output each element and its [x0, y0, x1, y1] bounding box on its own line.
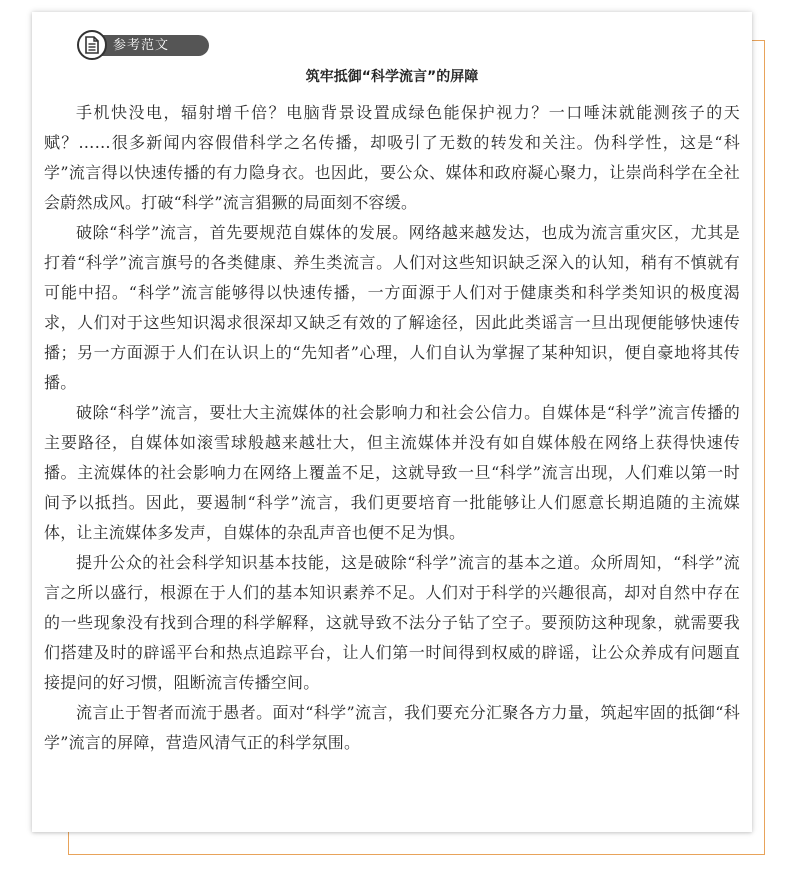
paragraph: 流言止于智者而流于愚者。面对“科学”流言，我们要充分汇聚各方力量，筑起牢固的抵御“科学”流言的屏障，营造风清气正的科学氛围。: [44, 703, 740, 752]
paragraph: 破除“科学”流言，首先要规范自媒体的发展。网络越来越发达，也成为流言重灾区，尤其是打着“科学”流言旗号的各类健康、养生类流言。人们对这些知识缺乏深入的认知，稍有不慎就有可能中招。“科学”流言能够得以快速传播，一方面源于人们对于健康类和科学类知识的极度渴求，人们对于这些知识渴求很深却又缺乏有效的了解途径，因此此类谣言一旦出现便能够快速传播；另一方面源于人们在认识上的“先知者”心理，人们自认为掌握了某种知识，便自豪地将其传播。: [44, 223, 740, 392]
essay-title: 筑牢抵御“科学流言”的屏障: [305, 69, 479, 85]
essay-body: [44, 98, 740, 758]
badge-label: 参考范文: [91, 35, 209, 56]
document-icon: [77, 30, 107, 60]
essay-card: [32, 12, 752, 832]
reference-essay-badge: [77, 30, 207, 60]
paragraph: 破除“科学”流言，要壮大主流媒体的社会影响力和社会公信力。自媒体是“科学”流言传播的主要路径，自媒体如滚雪球般越来越壮大，但主流媒体并没有如自媒体般在网络上获得快速传播。主流媒体的社会影响力在网络上覆盖不足，这就导致一旦“科学”流言出现，人们难以第一时间予以抵挡。因此，要遏制“科学”流言，我们更要培育一批能够让人们愿意长期追随的主流媒体，让主流媒体多发声，自媒体的杂乱声音也便不足为惧。: [44, 403, 740, 542]
paragraph: 手机快没电，辐射增千倍？电脑背景设置成绿色能保护视力？一口唾沫就能测孩子的天赋？……很多新闻内容假借科学之名传播，却吸引了无数的转发和关注。伪科学性，这是“科学”流言得以快速传播的有力隐身衣。也因此，要公众、媒体和政府凝心聚力，让崇尚科学在全社会蔚然成风。打破“科学”流言猖獗的局面刻不容缓。: [44, 103, 740, 212]
paragraph: 提升公众的社会科学知识基本技能，这是破除“科学”流言的基本之道。众所周知，“科学”流言之所以盛行，根源在于人们的基本知识素养不足。人们对于科学的兴趣很高，却对自然中存在的一些现象没有找到合理的科学解释，这就导致不法分子钻了空子。要预防这种现象，就需要我们搭建及时的辟谣平台和热点追踪平台，让人们第一时间得到权威的辟谣，让公众养成有问题直接提问的好习惯，阻断流言传播空间。: [44, 553, 740, 692]
